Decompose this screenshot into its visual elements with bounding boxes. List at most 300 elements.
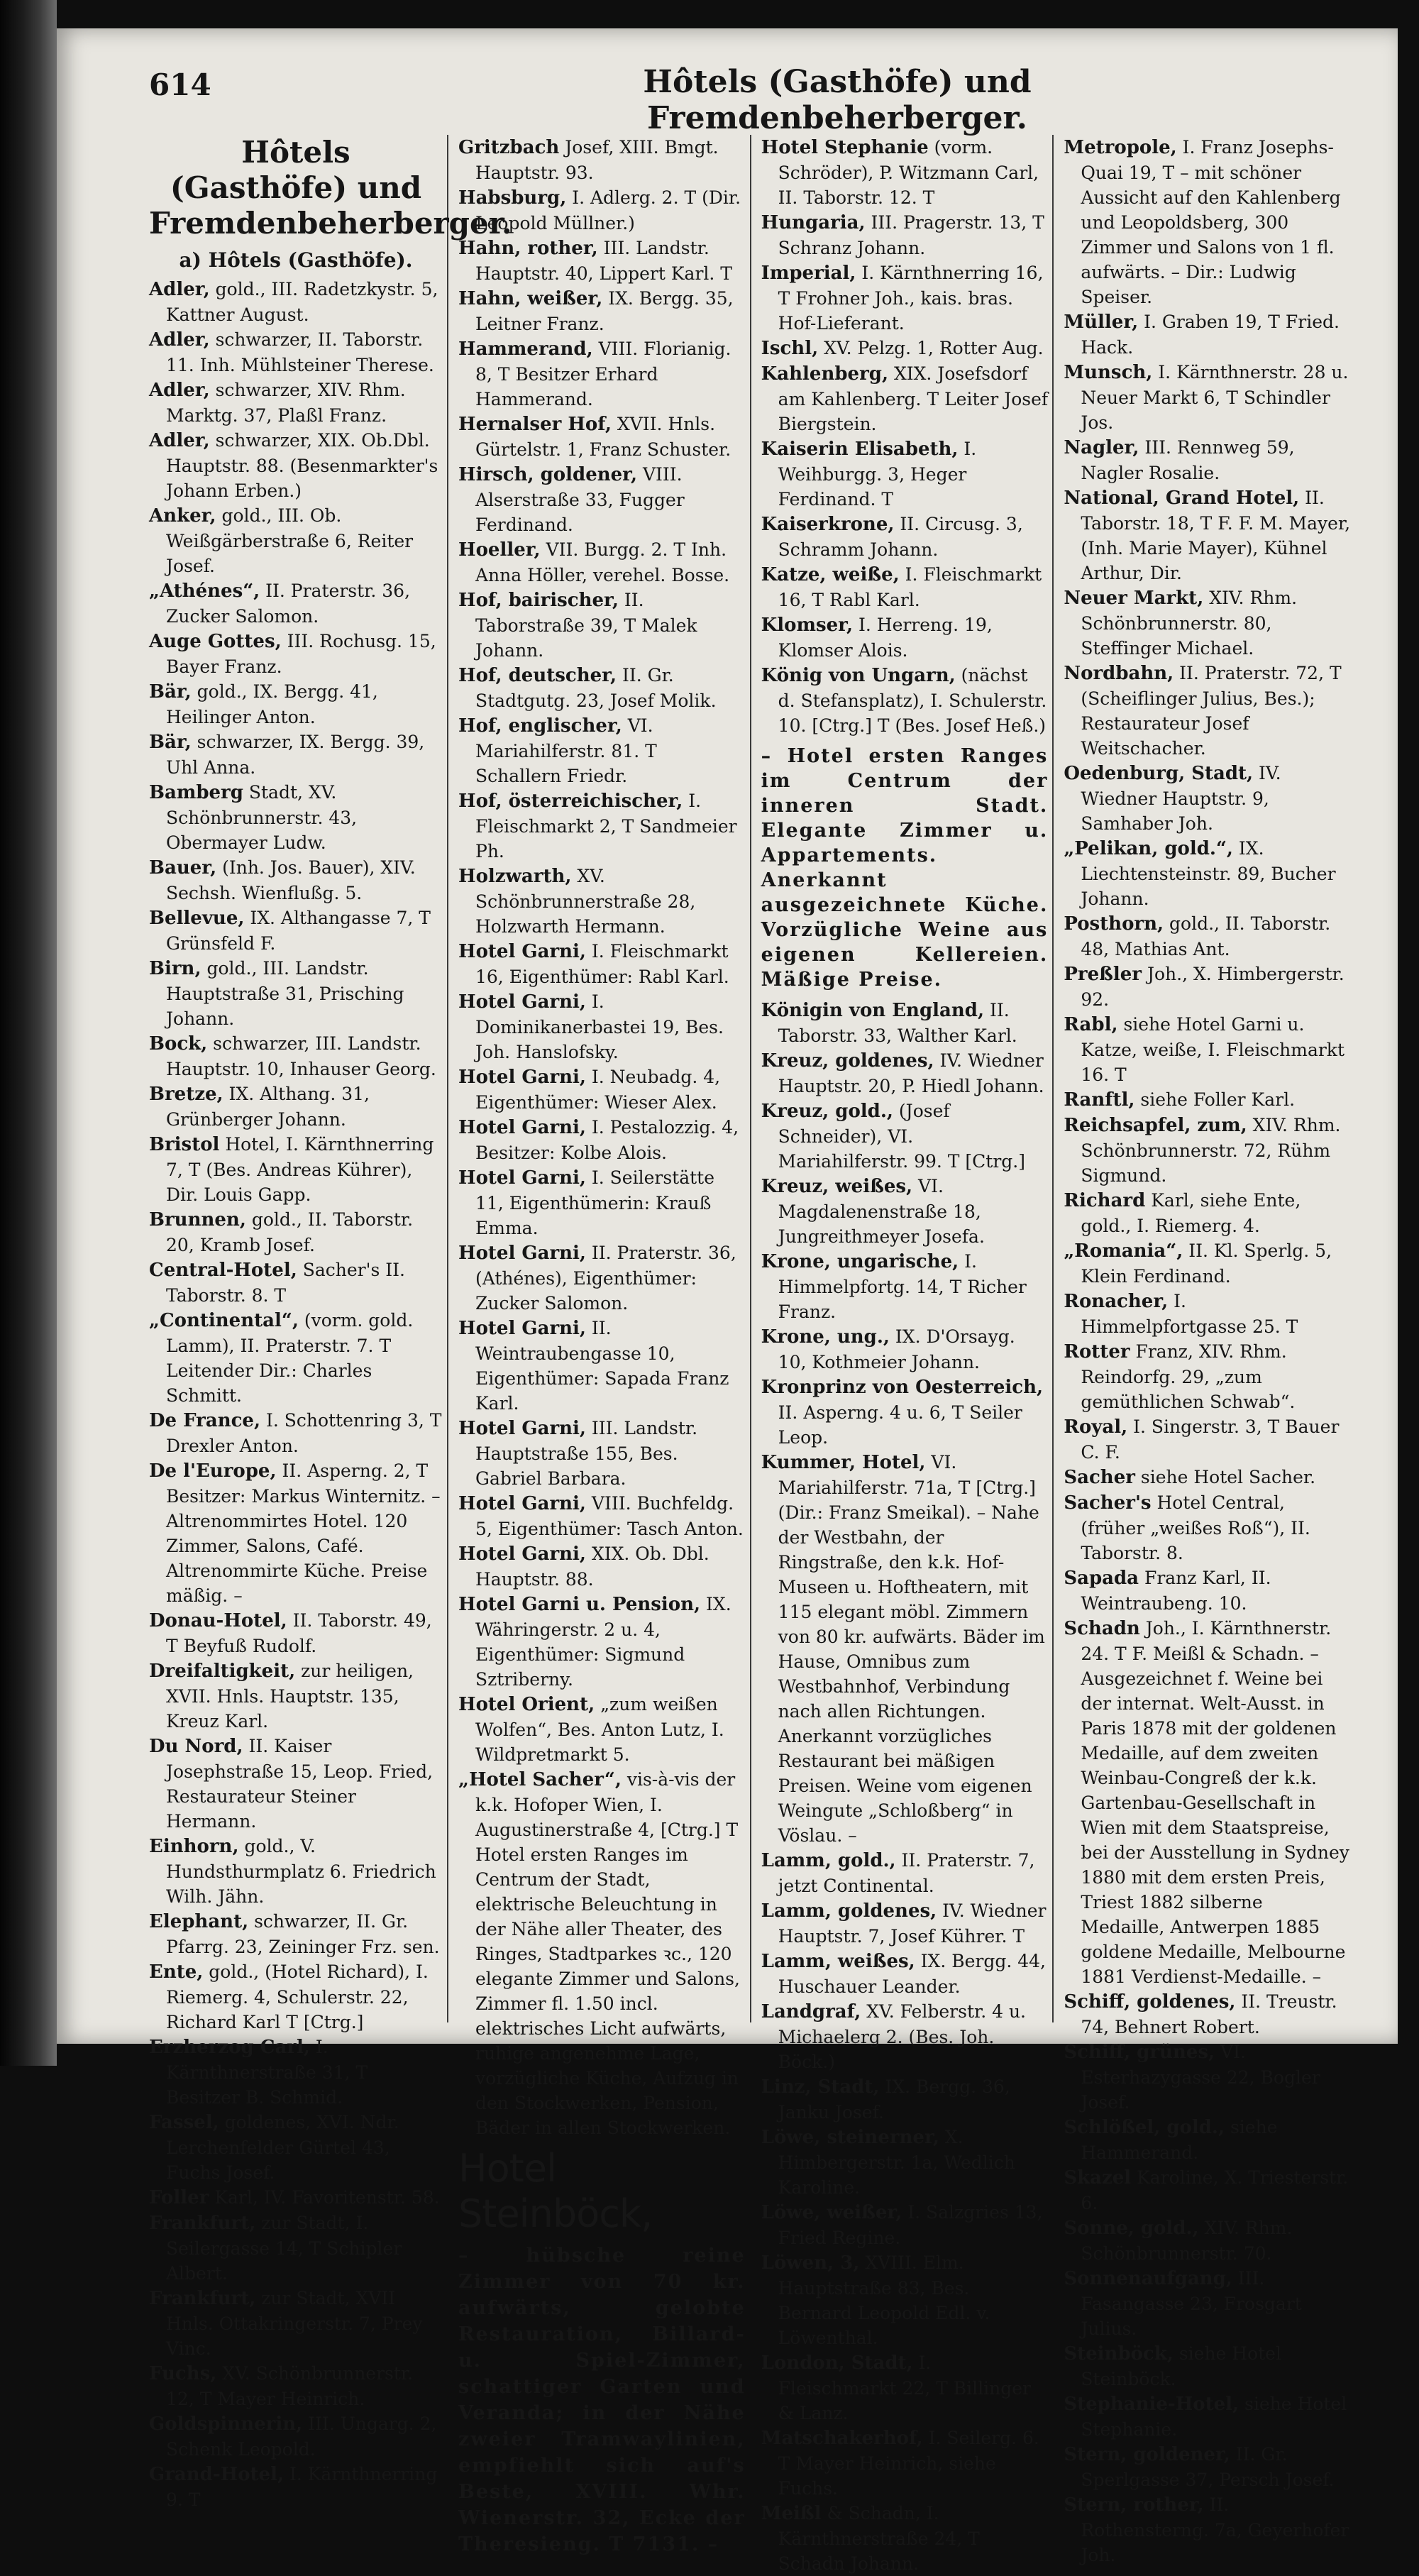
entry-name: Bretze, xyxy=(149,1084,223,1105)
entry-name: Hotel Garni, xyxy=(458,991,586,1013)
entry-name: Auge Gottes, xyxy=(149,631,282,652)
entry-details: Karl, IV. Favoritenstr. 58. xyxy=(209,2187,440,2208)
directory-entry xyxy=(149,2110,443,2185)
directory-entry xyxy=(1064,1087,1351,1113)
directory-entry xyxy=(761,2250,1049,2350)
entry-details: I. Himmelpfortg. 14, T Richer Franz. xyxy=(778,1251,1027,1322)
directory-entry xyxy=(761,336,1049,361)
entry-name: Lamm, weißes, xyxy=(761,1951,915,1972)
entry-name: König von Ungarn, xyxy=(761,665,956,686)
entry-details: XIV. Rhm. Schönbrunnerstr. 70. xyxy=(1081,2218,1293,2264)
entry-details: II. Asperng. 2, T Besitzer: Markus Winternitz. – Altrenommirtes Hotel. 120 Zimmer, Salons, Café. Altrenommirte Küche. Preise mäßig. – xyxy=(166,1460,441,1606)
directory-entry xyxy=(458,1491,746,1541)
entry-name: Birn, xyxy=(149,958,201,979)
entry-name: Kahlenberg, xyxy=(761,363,888,385)
directory-entry xyxy=(149,2462,443,2512)
directory-entry xyxy=(761,1450,1049,1848)
directory-entry xyxy=(761,2501,1049,2576)
entry-name: Donau-Hotel, xyxy=(149,1610,287,1631)
directory-entry xyxy=(149,1959,443,2035)
entry-name: Stern, rother, xyxy=(1064,2494,1204,2516)
directory-entry xyxy=(149,1458,443,1608)
directory-entry xyxy=(458,1316,746,1416)
directory-entry xyxy=(1064,1616,1351,1989)
directory-entry xyxy=(149,503,443,578)
entry-details: Hotel, I. Kärnthnerring 7, T (Bes. Andreas Kührer), Dir. Louis Gapp. xyxy=(166,1134,434,1205)
entry-name: Kreuz, weißes, xyxy=(761,1176,913,1197)
entry-name: Hotel Stephanie xyxy=(761,137,929,158)
columns xyxy=(149,135,1355,2574)
entry-name: Brunnen, xyxy=(149,1209,246,1231)
directory-entry xyxy=(1064,485,1351,585)
directory-entry xyxy=(149,1257,443,1308)
entry-name: „Pelikan, gold.“, xyxy=(1064,838,1233,859)
entry-details: I. Fleischmarkt 2, T Sandmeier Ph. xyxy=(475,791,737,862)
directory-entry xyxy=(149,956,443,1031)
entry-details: II. Weintraubengasse 10, Eigenthümer: Sapada Franz Karl. xyxy=(475,1318,729,1414)
entry-details: zur Stadt, XVII Hnls. Ottakringerstr. 7, Prey Vinc. xyxy=(166,2288,423,2359)
entry-name: Posthorn, xyxy=(1064,913,1164,935)
entry-details: Joh., I. Kärnthnerstr. 24. T F. Meißl & Schadn. – Ausgezeichnet f. Weine bei der internat. Welt-Ausst. in Paris 1878 mit der goldenen Medaille, auf dem zweiten Weinbau-Congreß der k.k. Gartenbau-Gesellschaft in Wien mit dem Staatspreise, bei der Ausstellung in Sydney 1880 mit dem ersten Preis, Triest 1882 silberne Medaille, Antwerpen 1885 goldene Medaille, Melbourne 1881 Verdienst-Medaille. – xyxy=(1081,1618,1349,1987)
directory-entry xyxy=(458,1165,746,1240)
entry-details: I. Franz Josephs-Quai 19, T – mit schöner Aussicht auf den Kahlenberg und Leopoldsberg, 300 Zimmer und Salons von 1 fl. aufwärts. – Dir.: Ludwig Speiser. xyxy=(1081,137,1341,307)
entry-details: Hotel Central, (früher „weißes Roß“), II. Taborstr. 8. xyxy=(1081,1492,1310,1563)
entry-details: I. Neubadg. 4, Eigenthümer: Wieser Alex. xyxy=(475,1067,721,1113)
section-title-line-1: Hôtels (Gasthöfe) und xyxy=(170,135,422,205)
entry-details: I. Schottenring 3, T Drexler Anton. xyxy=(166,1410,442,1456)
directory-entry xyxy=(1064,1289,1351,1339)
entry-name: Sapada xyxy=(1064,1568,1139,1589)
directory-entry xyxy=(149,1909,443,1959)
directory-entry xyxy=(149,2185,443,2211)
entry-details: XIV. Rhm. Schönbrunnerstr. 80, Steffinger Michael. xyxy=(1081,588,1298,659)
entry-name: „Continental“, xyxy=(149,1310,299,1331)
directory-entry xyxy=(149,2211,443,2286)
entry-details: siehe Hotel Steinböck. xyxy=(1081,2343,1281,2389)
entry-details: IX. Bergg. 44, Huschauer Leander. xyxy=(778,1951,1047,1997)
entry-name: Richard xyxy=(1064,1190,1146,1211)
entry-name: Anker, xyxy=(149,505,216,527)
entry-name: Kummer, Hotel, xyxy=(761,1452,926,1473)
entry-details: I. Kärnthnerstraße 31, T Besitzer B. Schmid. xyxy=(166,2037,368,2108)
entry-details: III. Rennweg 59, Nagler Rosalie. xyxy=(1081,437,1295,483)
page-number: 614 xyxy=(149,67,211,102)
koenig-ungarn-ad xyxy=(761,744,1049,992)
entry-name: Matschakerhof, xyxy=(761,2428,923,2449)
entry-details: II. Asperng. 4 u. 6, T Seiler Leop. xyxy=(778,1402,1022,1448)
directory-entry xyxy=(761,135,1049,210)
entry-details: III. Landstr. Hauptstr. 40, Lippert Karl. T xyxy=(475,238,732,284)
entry-list-3 xyxy=(761,135,1049,738)
entry-details: I. Seilerg. 6. T Mayer Heinrich, siehe Fuchs. xyxy=(778,2428,1039,2499)
entry-name: Katze, weiße, xyxy=(761,564,900,585)
entry-details: zur Stadt, I. Seilergasse 14, T Schipler Albert. xyxy=(166,2213,402,2284)
entry-details: Karl, siehe Ente, gold., I. Riemerg. 4. xyxy=(1081,1190,1301,1236)
directory-entry xyxy=(1064,2216,1351,2266)
column-3 xyxy=(761,135,1054,2574)
directory-entry xyxy=(761,1324,1049,1375)
entry-details: I. Kärnthnerring 9. T xyxy=(166,2464,438,2510)
entry-name: Bär, xyxy=(149,681,192,703)
entry-details: XIX. Ob. Dbl. Hauptstr. 88. xyxy=(475,1543,710,1590)
entry-details: IX. Bergg. 36, Janku Josef. xyxy=(778,2076,1010,2123)
entry-details: siehe Hotel Stephanie. xyxy=(1081,2394,1347,2440)
entry-details: III. Rochusg. 15, Bayer Franz. xyxy=(166,631,436,677)
entry-name: Hof, englischer, xyxy=(458,715,622,737)
entry-details: I. Seilerstätte 11, Eigenthümerin: Krauß Emma. xyxy=(475,1167,715,1238)
entry-details: XV. Schönbrunnerstr. 12, T Mayer Heinrich. xyxy=(166,2363,414,2409)
entry-name: Sonnenaufgang, xyxy=(1064,2268,1232,2289)
entry-name: Hahn, weißer, xyxy=(458,288,603,309)
directory-entry xyxy=(761,512,1049,562)
directory-entry xyxy=(149,327,443,378)
directory-entry xyxy=(761,1999,1049,2074)
entry-list-3b xyxy=(761,998,1049,2576)
entry-details: gold., III. Radetzkystr. 5, Kattner August. xyxy=(166,279,438,325)
directory-entry xyxy=(1064,661,1351,761)
entry-details: XVIII. Elm. Hauptstraße 83, Bes. Bernard Leopold Edl. v. Löwenthal. xyxy=(778,2252,990,2348)
directory-entry xyxy=(1064,1465,1351,1490)
entry-name: Sacher xyxy=(1064,1467,1135,1488)
entry-details: gold., IX. Bergg. 41, Heilinger Anton. xyxy=(166,681,378,727)
entry-details: I. Graben 19, T Fried. Hack. xyxy=(1081,312,1340,358)
entry-name: Goldspinnerin, xyxy=(149,2413,303,2435)
entry-name: Hotel Orient, xyxy=(458,1694,595,1715)
directory-entry xyxy=(761,1099,1049,1174)
column-4 xyxy=(1064,135,1355,2565)
entry-name: Hotel Garni, xyxy=(458,1067,586,1088)
directory-entry xyxy=(458,1592,746,1692)
directory-entry xyxy=(1064,1113,1351,1188)
entry-name: Frankfurt, xyxy=(149,2213,256,2234)
directory-entry xyxy=(149,2286,443,2361)
directory-entry xyxy=(1064,836,1351,911)
directory-entry xyxy=(761,210,1049,260)
entry-details: II. Praterstr. 7, jetzt Continental. xyxy=(778,1850,1035,1896)
directory-entry xyxy=(1064,2391,1351,2442)
entry-name: Central-Hotel, xyxy=(149,1260,297,1281)
entry-details: I. Himmelpfortgasse 25. T xyxy=(1081,1291,1298,1337)
entry-details: IV. Wiedner Hauptstr. 9, Samhaber Joh. xyxy=(1081,763,1281,834)
entry-details: VI. Mariahilferstr. 81. T Schallern Friedr. xyxy=(475,715,657,786)
entry-details: gold., V. Hundsthurmplatz 6. Friedrich Wilh. Jähn. xyxy=(166,1836,436,1907)
entry-details: II. Praterstr. 36, (Athénes), Eigenthümer: Zucker Salomon. xyxy=(475,1243,736,1314)
directory-entry xyxy=(761,1848,1049,1898)
running-title: Hôtels (Gasthöfe) und Fremdenbeherberger. xyxy=(643,64,1032,136)
entry-details: II. Taborstr. 49, T Beyfuß Rudolf. xyxy=(166,1610,432,1656)
entry-name: Lamm, goldenes, xyxy=(761,1900,937,1922)
entry-details: IX. D'Orsayg. 10, Kothmeier Johann. xyxy=(778,1326,1015,1372)
entry-name: Landgraf, xyxy=(761,2001,861,2022)
entry-details: (nächst d. Stefansplatz), I. Schulerstr. 10. [Ctrg.] T (Bes. Josef Heß.) xyxy=(778,665,1047,736)
entry-name: Hotel Garni, xyxy=(458,941,586,962)
directory-entry xyxy=(761,2426,1049,2501)
koenig-ungarn-ad-text: – Hotel ersten Ranges im Centrum der inneren Stadt. Elegante Zimmer u. Appartements. Anerkannt ausgezeichnete Küche. Vorzügliche Weine aus eigenen Kellereien. Mäßige Preise. xyxy=(761,745,1049,991)
entry-details: IX. Bergg. 35, Leitner Franz. xyxy=(475,288,734,334)
entry-details: (vorm. gold. Lamm), II. Praterstr. 7. T Leitender Dir.: Charles Schmitt. xyxy=(166,1310,414,1406)
entry-name: Holzwarth, xyxy=(458,866,572,887)
entry-details: siehe Hammerand. xyxy=(1081,2117,1278,2163)
entry-details: schwarzer, III. Landstr. Hauptstr. 10, Inhauser Georg. xyxy=(166,1033,436,1079)
entry-details: I. Fleischmarkt 16, T Rabl Karl. xyxy=(778,564,1042,610)
directory-entry xyxy=(761,2350,1049,2426)
entry-name: Reichsapfel, zum, xyxy=(1064,1115,1247,1136)
entry-name: Kronprinz von Oesterreich, xyxy=(761,1377,1044,1398)
entry-details: III. Ungarg. 2, Schenk Leopold. xyxy=(166,2413,437,2460)
directory-entry xyxy=(1064,435,1351,485)
directory-entry xyxy=(761,361,1049,436)
entry-name: Krone, ungarische, xyxy=(761,1251,959,1272)
entry-name: Sonne, gold., xyxy=(1064,2218,1199,2239)
directory-entry xyxy=(1064,1414,1351,1465)
directory-entry xyxy=(761,663,1049,738)
entry-name: Adler, xyxy=(149,380,210,401)
entry-details: schwarzer, II. Taborstr. 11. Inh. Mühlsteiner Therese. xyxy=(166,329,434,375)
entry-name: Hotel Garni, xyxy=(458,1543,586,1565)
directory-entry xyxy=(149,378,443,428)
entry-details: schwarzer, XIX. Ob.Dbl. Hauptstr. 88. (Besenmarkter's Johann Erben.) xyxy=(166,430,438,501)
entry-details: IV. Wiedner Hauptstr. 20, P. Hiedl Johann. xyxy=(778,1050,1044,1096)
entry-details: I. Kärnthnerring 16, T Frohner Joh., kais. bras. Hof-Lieferant. xyxy=(778,263,1044,334)
directory-entry xyxy=(458,336,746,412)
directory-page xyxy=(57,28,1398,2574)
entry-details: II. Gr. Sperlgasse 37, Persch Josef. xyxy=(1081,2444,1335,2490)
entry-name: Nordbahn, xyxy=(1064,663,1174,684)
directory-entry xyxy=(458,989,746,1064)
entry-name: Hotel Garni u. Pension, xyxy=(458,1594,701,1615)
entry-details: (Inh. Jos. Bauer), XIV. Sechsh. Wienflußg. 5. xyxy=(166,857,416,903)
entry-details: goldenes, XVI. Ndr. Lerchenfelder Gürtel 43, Fuchs Josef. xyxy=(166,2112,399,2183)
entry-name: Hof, österreichischer, xyxy=(458,791,683,812)
entry-name: Hotel Garni, xyxy=(458,1493,586,1514)
entry-name: Royal, xyxy=(1064,1416,1128,1438)
column-2 xyxy=(458,135,751,2555)
directory-entry xyxy=(458,588,746,663)
entry-name: Bär, xyxy=(149,732,192,753)
entry-details: II. Taborstr. 18, T F. F. M. Mayer, (Inh. Marie Mayer), Kühnel Arthur, Dir. xyxy=(1081,488,1351,583)
entry-details: II. Circusg. 3, Schramm Johann. xyxy=(778,514,1023,560)
entry-details: II. Treustr. 74, Behnert Robert. xyxy=(1081,1991,1337,2037)
entry-details: gold., II. Taborstr. 48, Mathias Ant. xyxy=(1081,913,1331,959)
directory-entry xyxy=(149,1207,443,1257)
entry-details: VI. Esterhazygasse 22, Bogler Josef. xyxy=(1081,2042,1320,2113)
entry-details: vis-à-vis der k.k. Hofoper Wien, I. Augustinerstraße 4, [Ctrg.] T Hotel ersten Ranges im Centrum der Stadt, elektrische Beleuchtung in der Nähe aller Theater, des Ringes, Stadtparkes ꝛc., 120 elegante Zimmer und Salons, Zimmer fl. 1.50 incl. elektrisches Licht aufwärts, ruhige angenehme Lage, vorzügliche Küche, Aufzug in den Stockwerken, Pension, Bäder in allen Stockwerken. xyxy=(475,1769,740,2138)
section-subtitle: a) Hôtels (Gasthöfe). xyxy=(179,248,413,272)
entry-details: schwarzer, II. Gr. Pfarrg. 23, Zeininger Frz. sen. xyxy=(166,1911,440,1957)
entry-name: Bamberg xyxy=(149,782,243,803)
directory-entry xyxy=(761,1375,1049,1450)
entry-name: Habsburg, xyxy=(458,187,567,209)
directory-entry xyxy=(149,1308,443,1408)
entry-details: II. Kaiser Josephstraße 15, Leop. Fried, Restaurateur Steiner Hermann. xyxy=(166,1736,434,1832)
entry-name: „Hotel Sacher“, xyxy=(458,1769,622,1790)
entry-name: Kaiserin Elisabeth, xyxy=(761,439,959,460)
directory-entry xyxy=(149,1132,443,1207)
directory-entry xyxy=(149,578,443,629)
entry-details: I. Dominikanerbastei 19, Bes. Joh. Hanslofsky. xyxy=(475,991,724,1062)
entry-details: II. Gr. Stadtgutg. 23, Josef Molik. xyxy=(475,665,717,711)
entry-details: I. Fleischmarkt 22, T Billinger & Lanz. xyxy=(778,2352,1031,2423)
entry-details: Stadt, XV. Schönbrunnerstr. 43, Obermayer Ludw. xyxy=(166,782,358,853)
directory-entry xyxy=(458,1416,746,1491)
entry-name: Elephant, xyxy=(149,1911,249,1932)
directory-entry xyxy=(1064,2341,1351,2391)
directory-entry xyxy=(761,260,1049,336)
directory-entry xyxy=(761,1048,1049,1099)
directory-entry xyxy=(149,277,443,327)
entry-name: Stephanie-Hotel, xyxy=(1064,2394,1239,2415)
entry-name: Hammerand, xyxy=(458,338,593,360)
directory-entry xyxy=(458,939,746,989)
directory-entry xyxy=(761,998,1049,1048)
directory-entry xyxy=(149,730,443,780)
entry-name: Müller, xyxy=(1064,312,1139,333)
entry-name: Hof, deutscher, xyxy=(458,665,617,686)
entry-details: II. Kl. Sperlg. 5, Klein Ferdinand. xyxy=(1081,1240,1332,1287)
entry-name: Hotel Garni, xyxy=(458,1318,586,1339)
entry-details: XV. Felberstr. 4 u. Michaelerg 2. (Bes. Joh. Böck.) xyxy=(778,2001,1026,2072)
directory-entry xyxy=(1064,1339,1351,1414)
entry-details: I. Fleischmarkt 16, Eigenthümer: Rabl Karl. xyxy=(475,941,729,987)
directory-entry xyxy=(1064,1188,1351,1238)
directory-entry xyxy=(149,855,443,906)
directory-entry xyxy=(1064,761,1351,836)
entry-details: XIX. Josefsdorf am Kahlenberg. T Leiter Josef Biergstein. xyxy=(778,363,1049,434)
entry-details: I. Salzgries 13, Fried Regine. xyxy=(778,2202,1043,2248)
entry-name: Rotter xyxy=(1064,1341,1130,1363)
entry-name: Schlößel, gold., xyxy=(1064,2117,1225,2138)
entry-name: Erzherzog Carl, xyxy=(149,2037,310,2058)
entry-details: IX. Währingerstr. 2 u. 4, Eigenthümer: Sigmund Sztriberny. xyxy=(475,1594,731,1690)
directory-entry xyxy=(458,135,746,185)
directory-entry xyxy=(149,1031,443,1081)
entry-name: Hotel Garni, xyxy=(458,1167,586,1189)
entry-name: De France, xyxy=(149,1410,261,1431)
directory-entry xyxy=(761,2125,1049,2200)
directory-entry xyxy=(458,286,746,336)
entry-details: Sacher's II. Taborstr. 8. T xyxy=(166,1260,405,1306)
entry-name: Adler, xyxy=(149,329,210,351)
directory-entry xyxy=(1064,2115,1351,2165)
entry-name: Einhorn, xyxy=(149,1836,239,1857)
directory-entry xyxy=(1064,2442,1351,2492)
entry-details: II. Praterstr. 72, T (Scheiflinger Julius, Bes.); Restaurateur Josef Weitschacher. xyxy=(1081,663,1342,759)
steinbock-ad-body: – hübsche reine Zimmer von 70 kr. aufwärts, gelobte Restauration, Billard- u. Spiel-Zimmer, schattiger Garten und Veranda; in der Nähe zweier Tramwaylinien, empfiehlt sich auf's Beste, XVIII. Whr. Wienerstr. 32, Ecke der Theresieng. T 7131. – xyxy=(458,2245,746,2555)
directory-entry xyxy=(761,436,1049,512)
entry-details: I. Pestalozzig. 4, Besitzer: Kolbe Alois. xyxy=(475,1117,739,1163)
entry-name: Hernalser Hof, xyxy=(458,414,612,435)
entry-details: X. Himbergerstr. 1a, Wedlich Karoline. xyxy=(778,2127,1015,2198)
entry-name: Ronacher, xyxy=(1064,1291,1169,1312)
directory-entry xyxy=(761,612,1049,663)
entry-details: IX. Liechtensteinstr. 89, Bucher Johann. xyxy=(1081,838,1336,909)
directory-entry xyxy=(761,2074,1049,2125)
directory-entry xyxy=(458,1240,746,1316)
entry-name: Gritzbach xyxy=(458,137,560,158)
directory-entry xyxy=(761,1249,1049,1324)
entry-name: Stern, goldener, xyxy=(1064,2444,1230,2465)
entry-name: „Athénes“, xyxy=(149,580,260,602)
entry-list-2 xyxy=(458,135,746,2140)
steinbock-ad-title: Hotel Steinböck, xyxy=(458,2146,653,2236)
entry-details: VIII. Alserstraße 33, Fugger Ferdinand. xyxy=(475,464,685,535)
entry-details: gold., II. Taborstr. 20, Kramb Josef. xyxy=(166,1209,414,1255)
entry-name: Frankfurt, xyxy=(149,2288,256,2309)
directory-entry xyxy=(149,1408,443,1458)
directory-entry xyxy=(458,537,746,588)
entry-details: I. Weihburgg. 3, Heger Ferdinand. T xyxy=(778,439,977,510)
entry-details: IV. Wiedner Hauptstr. 7, Josef Kührer. T xyxy=(778,1900,1047,1947)
directory-entry xyxy=(149,1081,443,1132)
directory-entry xyxy=(149,1834,443,1909)
directory-entry xyxy=(1064,2266,1351,2341)
entry-name: Kreuz, goldenes, xyxy=(761,1050,934,1072)
directory-entry xyxy=(1064,962,1351,1012)
entry-details: schwarzer, XIV. Rhm. Marktg. 37, Plaßl Franz. xyxy=(166,380,406,426)
entry-details: „zum weißen Wolfen“, Bes. Anton Lutz, I. Wildpretmarkt 5. xyxy=(475,1694,724,1765)
entry-name: Meißl xyxy=(761,2503,822,2524)
entry-name: Klomser, xyxy=(761,615,854,636)
entry-details: II. Taborstraße 39, T Malek Johann. xyxy=(475,590,697,661)
entry-name: Hotel Garni, xyxy=(458,1418,586,1439)
entry-name: Metropole, xyxy=(1064,137,1177,158)
entry-name: Bock, xyxy=(149,1033,208,1055)
entry-details: gold., (Hotel Richard), I. Riemerg. 4, Schulerstr. 22, Richard Karl T [Ctrg.] xyxy=(166,1961,429,2032)
section-title-line-2: Fremdenbeherberger. xyxy=(149,206,512,241)
entry-name: London, Stadt, xyxy=(761,2352,913,2374)
entry-name: Ente, xyxy=(149,1961,204,1983)
entry-details: IX. Althang. 31, Grünberger Johann. xyxy=(166,1084,370,1130)
entry-details: Franz, XIV. Rhm. Reindorfg. 29, „zum gemüthlichen Schwab“. xyxy=(1081,1341,1296,1412)
directory-entry xyxy=(1064,1238,1351,1289)
directory-entry xyxy=(458,412,746,462)
entry-name: Hirsch, goldener, xyxy=(458,464,638,485)
entry-name: Grand-Hotel, xyxy=(149,2464,285,2485)
entry-details: XV. Schönbrunnerstraße 28, Holzwarth Hermann. xyxy=(475,866,696,937)
directory-entry xyxy=(149,428,443,503)
entry-name: Königin von England, xyxy=(761,1000,984,1021)
entry-details: (Josef Schneider), VI. Mariahilferstr. 99. T [Ctrg.] xyxy=(778,1101,1025,1172)
directory-entry xyxy=(458,185,746,236)
entry-details: Joh., X. Himbergerstr. 92. xyxy=(1081,964,1345,1010)
entry-name: Linz, Stadt, xyxy=(761,2076,880,2098)
entry-name: Munsch, xyxy=(1064,362,1153,383)
directory-entry xyxy=(149,906,443,956)
directory-entry xyxy=(149,679,443,730)
entry-name: „Romania“, xyxy=(1064,1240,1183,1262)
entry-details: III. Landstr. Hauptstraße 155, Bes. Gabriel Barbara. xyxy=(475,1418,698,1489)
entry-name: Imperial, xyxy=(761,263,856,284)
entry-details: XV. Pelzg. 1, Rotter Aug. xyxy=(818,338,1044,358)
entry-details: VI. Magdalenenstraße 18, Jungreithmeyer Josefa. xyxy=(778,1176,985,1247)
entry-name: Fassel, xyxy=(149,2112,219,2133)
entry-details: zur heiligen, XVII. Hnls. Hauptstr. 135, Kreuz Karl. xyxy=(166,1661,414,1732)
entry-details: I. Adlerg. 2. T (Dir. Leopold Müllner.) xyxy=(475,187,741,233)
directory-entry xyxy=(149,2035,443,2110)
entry-details: I. Singerstr. 3, T Bauer C. F. xyxy=(1081,1416,1340,1463)
directory-entry xyxy=(1064,135,1351,309)
entry-name: Hahn, rother, xyxy=(458,238,598,259)
entry-name: Rabl, xyxy=(1064,1014,1118,1035)
entry-details: VI. Mariahilferstr. 71a, T [Ctrg.] (Dir.: Franz Smeikal). – Nahe der Westbahn, der Ringstraße, den k.k. Hof-Museen u. Hoftheatern, mit 115 elegant möbl. Zimmern von 80 kr. aufwärts. Bäder im Hause, Omnibus zum Westbahnhof, Verbindung nach allen Richtungen. Anerkannt vorzügliches Restaurant bei mäßigen Preisen. Weine vom eigenen Weingute „Schloßberg“ in Vöslau. – xyxy=(778,1452,1045,1846)
entry-name: Hoeller, xyxy=(458,539,541,561)
directory-entry xyxy=(1064,1989,1351,2040)
entry-details: I. Kärnthnerstr. 28 u. Neuer Markt 6, T Schindler Jos. xyxy=(1081,362,1349,433)
entry-name: Hungaria, xyxy=(761,212,866,233)
entry-name: Bellevue, xyxy=(149,908,245,929)
directory-entry xyxy=(761,562,1049,612)
entry-name: Kaiserkrone, xyxy=(761,514,895,535)
